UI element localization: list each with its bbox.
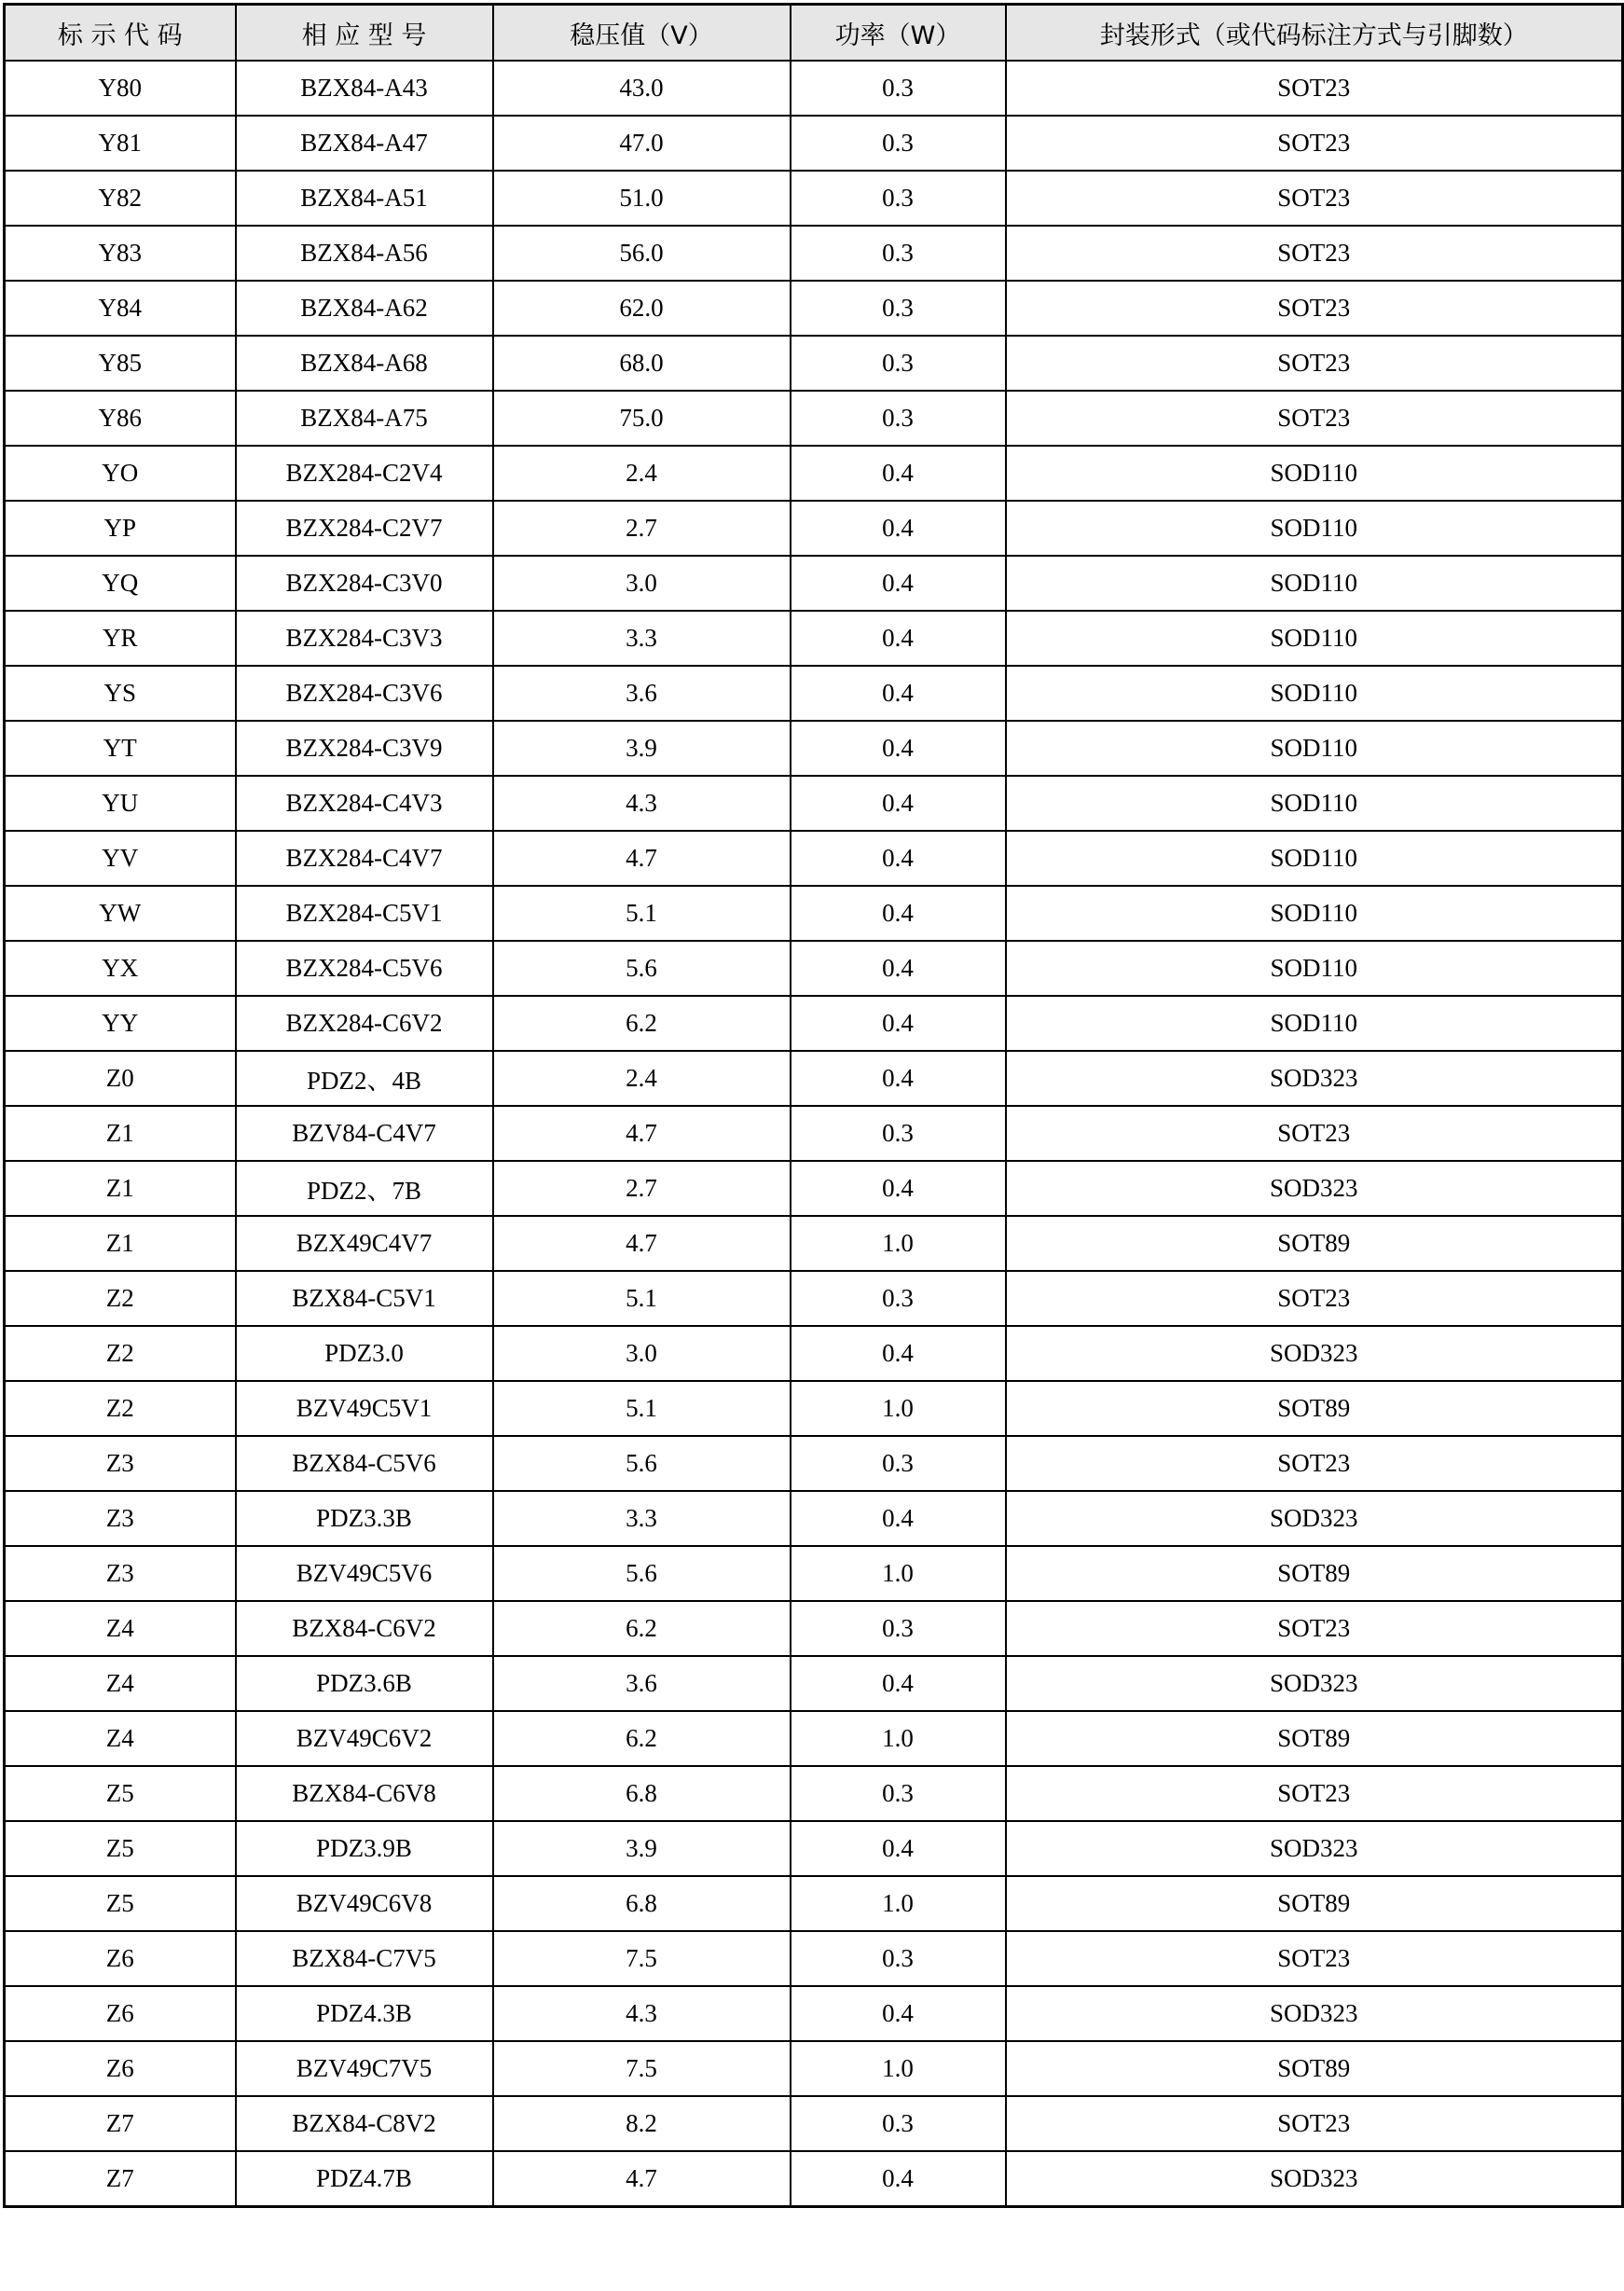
part-number-cell: BZX84-A68 [236,336,493,391]
package-cell: SOD110 [1006,666,1623,721]
table-row [5,391,1623,446]
zener-voltage-cell: 3.3 [493,1491,791,1546]
zener-voltage-cell: 75.0 [493,391,791,446]
marking-code-cell: Z4 [5,1711,236,1766]
part-number-cell: BZX84-C5V6 [236,1436,493,1491]
zener-voltage-cell: 2.7 [493,501,791,556]
power-cell: 0.3 [791,116,1006,171]
part-number-cell: BZX284-C2V4 [236,446,493,501]
marking-code-cell: Z3 [5,1436,236,1491]
part-number-cell: PDZ3.9B [236,1821,493,1876]
power-cell: 0.3 [791,391,1006,446]
power-cell: 0.3 [791,1271,1006,1326]
package-cell: SOT89 [1006,1876,1623,1931]
marking-code-cell: Z1 [5,1106,236,1161]
part-number-cell: BZV49C7V5 [236,2041,493,2096]
package-cell: SOD323 [1006,1986,1623,2041]
package-cell: SOT23 [1006,116,1623,171]
part-number-cell: BZX284-C4V7 [236,831,493,886]
marking-code-cell: Y81 [5,116,236,171]
part-number-cell: BZV49C6V8 [236,1876,493,1931]
table-row [5,61,1623,116]
table-row [5,941,1623,996]
zener-voltage-cell: 2.4 [493,1051,791,1106]
zener-voltage-cell: 6.8 [493,1876,791,1931]
zener-voltage-cell: 4.7 [493,831,791,886]
power-cell: 0.3 [791,1106,1006,1161]
zener-voltage-cell: 3.9 [493,1821,791,1876]
package-cell: SOT89 [1006,1381,1623,1436]
zener-voltage-cell: 4.7 [493,1106,791,1161]
zener-code-table [3,3,1624,2208]
zener-voltage-cell: 4.3 [493,1986,791,2041]
marking-code-cell: Z1 [5,1216,236,1271]
zener-voltage-cell: 5.1 [493,1381,791,1436]
power-cell: 0.4 [791,886,1006,941]
table-row [5,1656,1623,1711]
part-number-cell: BZX84-A43 [236,61,493,116]
table-row [5,1106,1623,1161]
header-power: 功率（W） [791,5,1006,62]
part-number-cell: PDZ4.7B [236,2151,493,2207]
table-row [5,996,1623,1051]
zener-voltage-cell: 7.5 [493,1931,791,1986]
zener-voltage-cell: 5.1 [493,886,791,941]
zener-voltage-cell: 4.7 [493,2151,791,2207]
marking-code-cell: YX [5,941,236,996]
package-cell: SOD110 [1006,776,1623,831]
table-row [5,446,1623,501]
power-cell: 0.3 [791,336,1006,391]
power-cell: 0.4 [791,776,1006,831]
package-cell: SOT23 [1006,336,1623,391]
power-cell: 1.0 [791,2041,1006,2096]
table-row [5,1931,1623,1986]
power-cell: 0.4 [791,1821,1006,1876]
zener-voltage-cell: 47.0 [493,116,791,171]
package-cell: SOD110 [1006,996,1623,1051]
package-cell: SOT89 [1006,1216,1623,1271]
power-cell: 0.4 [791,941,1006,996]
zener-voltage-cell: 3.3 [493,611,791,666]
marking-code-cell: Z4 [5,1656,236,1711]
part-number-cell: BZX284-C2V7 [236,501,493,556]
table-row [5,1601,1623,1656]
package-cell: SOD323 [1006,1491,1623,1546]
package-cell: SOT23 [1006,1931,1623,1986]
table-header [5,5,1623,62]
part-number-cell: BZX284-C5V6 [236,941,493,996]
marking-code-cell: Z5 [5,1876,236,1931]
zener-voltage-cell: 5.6 [493,941,791,996]
part-number-cell: PDZ3.3B [236,1491,493,1546]
part-number-cell: BZX284-C5V1 [236,886,493,941]
marking-code-cell: Z6 [5,1986,236,2041]
marking-code-cell: YP [5,501,236,556]
marking-code-cell: YW [5,886,236,941]
zener-voltage-cell: 2.7 [493,1161,791,1216]
part-number-cell: BZV49C6V2 [236,1711,493,1766]
part-number-cell: BZX84-A51 [236,171,493,226]
marking-code-cell: Z7 [5,2151,236,2207]
power-cell: 1.0 [791,1546,1006,1601]
zener-voltage-cell: 6.2 [493,1711,791,1766]
package-cell: SOT23 [1006,1436,1623,1491]
package-cell: SOD323 [1006,2151,1623,2207]
power-cell: 0.4 [791,1986,1006,2041]
package-cell: SOD110 [1006,721,1623,776]
zener-voltage-cell: 6.8 [493,1766,791,1821]
marking-code-cell: YY [5,996,236,1051]
table-row [5,1326,1623,1381]
power-cell: 0.3 [791,226,1006,281]
package-cell: SOD110 [1006,446,1623,501]
header-row [5,5,1623,62]
marking-code-cell: YT [5,721,236,776]
power-cell: 0.3 [791,1601,1006,1656]
package-cell: SOT23 [1006,1766,1623,1821]
power-cell: 0.4 [791,1491,1006,1546]
table-row [5,1711,1623,1766]
part-number-cell: BZX84-A62 [236,281,493,336]
part-number-cell: BZX49C4V7 [236,1216,493,1271]
table-row [5,1381,1623,1436]
zener-voltage-cell: 8.2 [493,2096,791,2151]
package-cell: SOD110 [1006,941,1623,996]
marking-code-cell: YV [5,831,236,886]
power-cell: 0.4 [791,2151,1006,2207]
marking-code-cell: Z4 [5,1601,236,1656]
power-cell: 0.3 [791,171,1006,226]
power-cell: 1.0 [791,1876,1006,1931]
zener-voltage-cell: 6.2 [493,1601,791,1656]
marking-code-cell: Z2 [5,1326,236,1381]
part-number-cell: BZX84-A47 [236,116,493,171]
table-row [5,1161,1623,1216]
part-number-cell: BZX284-C3V0 [236,556,493,611]
power-cell: 0.4 [791,721,1006,776]
part-number-cell: BZX284-C4V3 [236,776,493,831]
power-cell: 0.3 [791,61,1006,116]
part-number-cell: PDZ2、7B [236,1161,493,1216]
marking-code-cell: YS [5,666,236,721]
marking-code-cell: Z6 [5,1931,236,1986]
zener-voltage-cell: 3.6 [493,1656,791,1711]
part-number-cell: PDZ4.3B [236,1986,493,2041]
part-number-cell: BZX84-C8V2 [236,2096,493,2151]
part-number-cell: BZX84-A56 [236,226,493,281]
package-cell: SOT23 [1006,1601,1623,1656]
table-row [5,1491,1623,1546]
zener-voltage-cell: 5.6 [493,1436,791,1491]
package-cell: SOT89 [1006,1711,1623,1766]
package-cell: SOD323 [1006,1821,1623,1876]
part-number-cell: BZX284-C3V6 [236,666,493,721]
zener-voltage-cell: 43.0 [493,61,791,116]
power-cell: 0.3 [791,2096,1006,2151]
power-cell: 0.4 [791,1161,1006,1216]
power-cell: 0.3 [791,1931,1006,1986]
part-number-cell: BZX84-C6V2 [236,1601,493,1656]
marking-code-cell: Z6 [5,2041,236,2096]
marking-code-cell: Z7 [5,2096,236,2151]
package-cell: SOD323 [1006,1326,1623,1381]
package-cell: SOD323 [1006,1161,1623,1216]
marking-code-cell: Z1 [5,1161,236,1216]
marking-code-cell: Z2 [5,1271,236,1326]
header-package: 封装形式（或代码标注方式与引脚数） [1006,5,1623,62]
marking-code-cell: Z2 [5,1381,236,1436]
package-cell: SOT23 [1006,2096,1623,2151]
power-cell: 0.4 [791,501,1006,556]
table-row [5,171,1623,226]
part-number-cell: BZX284-C6V2 [236,996,493,1051]
marking-code-cell: Z3 [5,1546,236,1601]
table-row [5,281,1623,336]
power-cell: 0.4 [791,996,1006,1051]
power-cell: 0.4 [791,611,1006,666]
power-cell: 0.4 [791,1051,1006,1106]
table-row [5,2151,1623,2207]
table-row [5,721,1623,776]
table-row [5,1436,1623,1491]
table-row [5,336,1623,391]
table-row [5,1986,1623,2041]
power-cell: 0.4 [791,831,1006,886]
package-cell: SOD110 [1006,831,1623,886]
zener-voltage-cell: 3.0 [493,1326,791,1381]
power-cell: 1.0 [791,1216,1006,1271]
power-cell: 0.4 [791,1326,1006,1381]
marking-code-cell: Y82 [5,171,236,226]
zener-voltage-cell: 6.2 [493,996,791,1051]
part-number-cell: BZX284-C3V9 [236,721,493,776]
marking-code-cell: YR [5,611,236,666]
marking-code-cell: Y84 [5,281,236,336]
table-row [5,1051,1623,1106]
marking-code-cell: Y83 [5,226,236,281]
table-row [5,116,1623,171]
zener-voltage-cell: 3.6 [493,666,791,721]
part-number-cell: PDZ3.0 [236,1326,493,1381]
power-cell: 1.0 [791,1381,1006,1436]
power-cell: 0.3 [791,281,1006,336]
marking-code-cell: Y80 [5,61,236,116]
table-row [5,1766,1623,1821]
zener-voltage-cell: 5.6 [493,1546,791,1601]
marking-code-cell: Z5 [5,1766,236,1821]
package-cell: SOT89 [1006,2041,1623,2096]
package-cell: SOD323 [1006,1656,1623,1711]
table-row [5,1546,1623,1601]
part-number-cell: PDZ2、4B [236,1051,493,1106]
part-number-cell: BZV84-C4V7 [236,1106,493,1161]
package-cell: SOT89 [1006,1546,1623,1601]
package-cell: SOT23 [1006,281,1623,336]
part-number-cell: BZV49C5V6 [236,1546,493,1601]
zener-voltage-cell: 51.0 [493,171,791,226]
power-cell: 1.0 [791,1711,1006,1766]
part-number-cell: BZX284-C3V3 [236,611,493,666]
package-cell: SOD110 [1006,886,1623,941]
header-part-number: 相 应 型 号 [236,5,493,62]
marking-code-cell: YQ [5,556,236,611]
part-number-cell: BZX84-C6V8 [236,1766,493,1821]
table-row [5,611,1623,666]
part-number-cell: BZV49C5V1 [236,1381,493,1436]
power-cell: 0.4 [791,666,1006,721]
table-row [5,1821,1623,1876]
zener-voltage-cell: 68.0 [493,336,791,391]
table-row [5,776,1623,831]
table-body [5,61,1623,2207]
power-cell: 0.3 [791,1766,1006,1821]
marking-code-cell: Y85 [5,336,236,391]
table-row [5,556,1623,611]
zener-voltage-cell: 3.9 [493,721,791,776]
package-cell: SOT23 [1006,226,1623,281]
package-cell: SOT23 [1006,171,1623,226]
package-cell: SOD323 [1006,1051,1623,1106]
table-row [5,501,1623,556]
package-cell: SOT23 [1006,61,1623,116]
table-row [5,1271,1623,1326]
part-number-cell: BZX84-A75 [236,391,493,446]
power-cell: 0.4 [791,1656,1006,1711]
table-row [5,226,1623,281]
marking-code-cell: Y86 [5,391,236,446]
marking-code-cell: Z5 [5,1821,236,1876]
header-marking-code: 标 示 代 码 [5,5,236,62]
part-number-cell: BZX84-C5V1 [236,1271,493,1326]
package-cell: SOT23 [1006,391,1623,446]
zener-voltage-cell: 2.4 [493,446,791,501]
power-cell: 0.4 [791,446,1006,501]
marking-code-cell: Z0 [5,1051,236,1106]
table-row [5,831,1623,886]
marking-code-cell: YO [5,446,236,501]
zener-voltage-cell: 4.7 [493,1216,791,1271]
marking-code-cell: Z3 [5,1491,236,1546]
table-row [5,1216,1623,1271]
table-row [5,2041,1623,2096]
package-cell: SOT23 [1006,1106,1623,1161]
package-cell: SOD110 [1006,556,1623,611]
part-number-cell: PDZ3.6B [236,1656,493,1711]
part-number-cell: BZX84-C7V5 [236,1931,493,1986]
zener-voltage-cell: 62.0 [493,281,791,336]
zener-voltage-cell: 5.1 [493,1271,791,1326]
power-cell: 0.3 [791,1436,1006,1491]
package-cell: SOT23 [1006,1271,1623,1326]
marking-code-cell: YU [5,776,236,831]
package-cell: SOD110 [1006,611,1623,666]
zener-voltage-cell: 3.0 [493,556,791,611]
table-row [5,1876,1623,1931]
zener-voltage-cell: 4.3 [493,776,791,831]
table-row [5,666,1623,721]
table-row [5,886,1623,941]
zener-voltage-cell: 56.0 [493,226,791,281]
zener-voltage-cell: 7.5 [493,2041,791,2096]
header-zener-voltage: 稳压值（V） [493,5,791,62]
package-cell: SOD110 [1006,501,1623,556]
table-row [5,2096,1623,2151]
power-cell: 0.4 [791,556,1006,611]
